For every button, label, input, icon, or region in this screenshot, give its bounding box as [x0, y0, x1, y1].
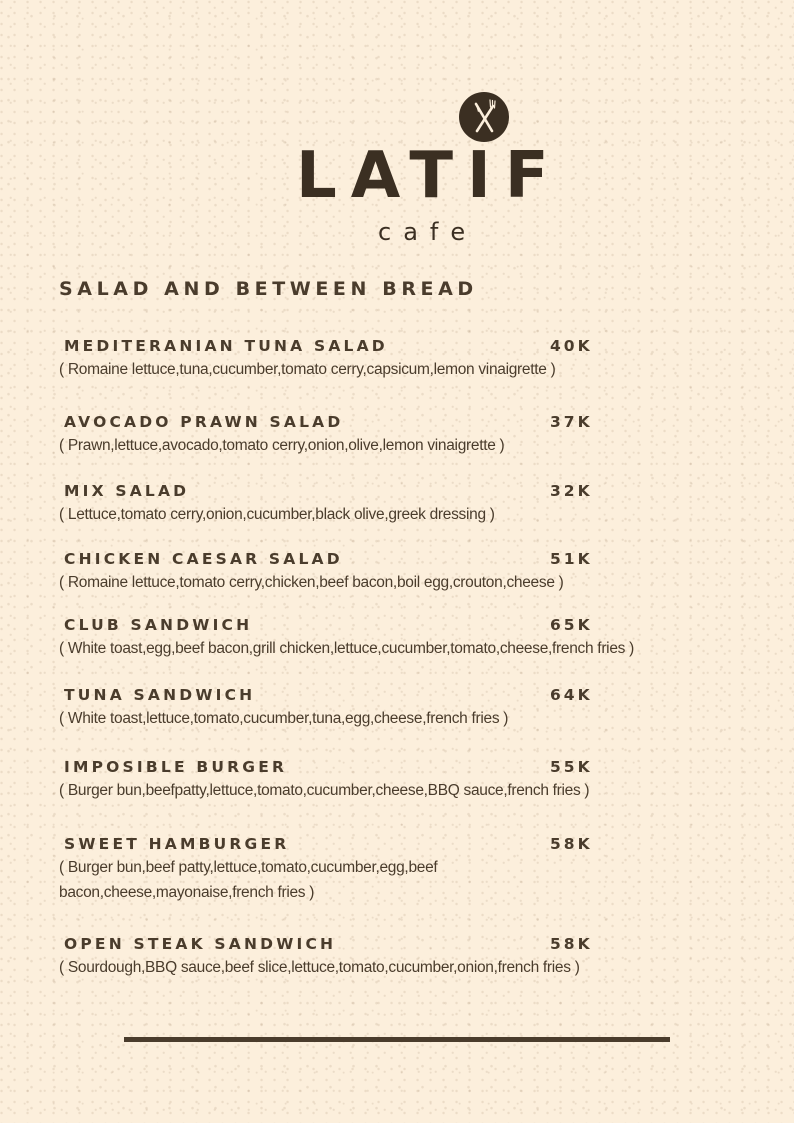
item-name: SWEET HAMBURGER — [64, 835, 290, 853]
item-description: ( Burger bun,beefpatty,lettuce,tomato,cucumber,cheese,BBQ sauce,french fries ) — [59, 782, 590, 799]
item-description: ( Sourdough,BBQ sauce,beef slice,lettuce,tomato,cucumber,onion,french fries ) — [59, 959, 580, 976]
item-description: ( Romaine lettuce,tuna,cucumber,tomato cerry,capsicum,lemon vinaigrette ) — [59, 361, 556, 378]
item-price: 40K — [550, 337, 593, 355]
item-description: ( Prawn,lettuce,avocado,tomato cerry,onion,olive,lemon vinaigrette ) — [59, 437, 505, 454]
item-name: OPEN STEAK SANDWICH — [64, 935, 337, 953]
item-description: ( Burger bun,beef patty,lettuce,tomato,cucumber,egg,beef bacon,cheese,mayonaise,french fries ) — [59, 859, 438, 901]
item-name: AVOCADO PRAWN SALAD — [64, 413, 344, 431]
brand-subtitle: cafe — [378, 218, 478, 246]
item-description: ( Lettuce,tomato cerry,onion,cucumber,black olive,greek dressing ) — [59, 506, 495, 523]
item-price: 65K — [550, 616, 593, 634]
item-description: ( Romaine lettuce,tomato cerry,chicken,beef bacon,boil egg,crouton,cheese ) — [59, 574, 564, 591]
item-name: IMPOSIBLE BURGER — [64, 758, 288, 776]
item-price: 51K — [550, 550, 593, 568]
item-description: ( White toast,lettuce,tomato,cucumber,tuna,egg,cheese,french fries ) — [59, 710, 509, 727]
item-price: 37K — [550, 413, 593, 431]
item-price: 55K — [550, 758, 593, 776]
item-name: MEDITERANIAN TUNA SALAD — [64, 337, 388, 355]
item-description: ( White toast,egg,beef bacon,grill chicken,lettuce,cucumber,tomato,cheese,french fries ) — [59, 640, 634, 657]
item-price: 58K — [550, 835, 593, 853]
item-name: CLUB SANDWICH — [64, 616, 253, 634]
brand-name: LATIF — [296, 139, 563, 213]
item-price: 58K — [550, 935, 593, 953]
item-name: CHICKEN CAESAR SALAD — [64, 550, 343, 568]
section-title: SALAD AND BETWEEN BREAD — [59, 278, 478, 300]
item-name: TUNA SANDWICH — [64, 686, 256, 704]
footer-divider — [124, 1037, 670, 1042]
item-price: 64K — [550, 686, 593, 704]
item-price: 32K — [550, 482, 593, 500]
fork-knife-icon — [459, 92, 509, 142]
item-name: MIX SALAD — [64, 482, 190, 500]
